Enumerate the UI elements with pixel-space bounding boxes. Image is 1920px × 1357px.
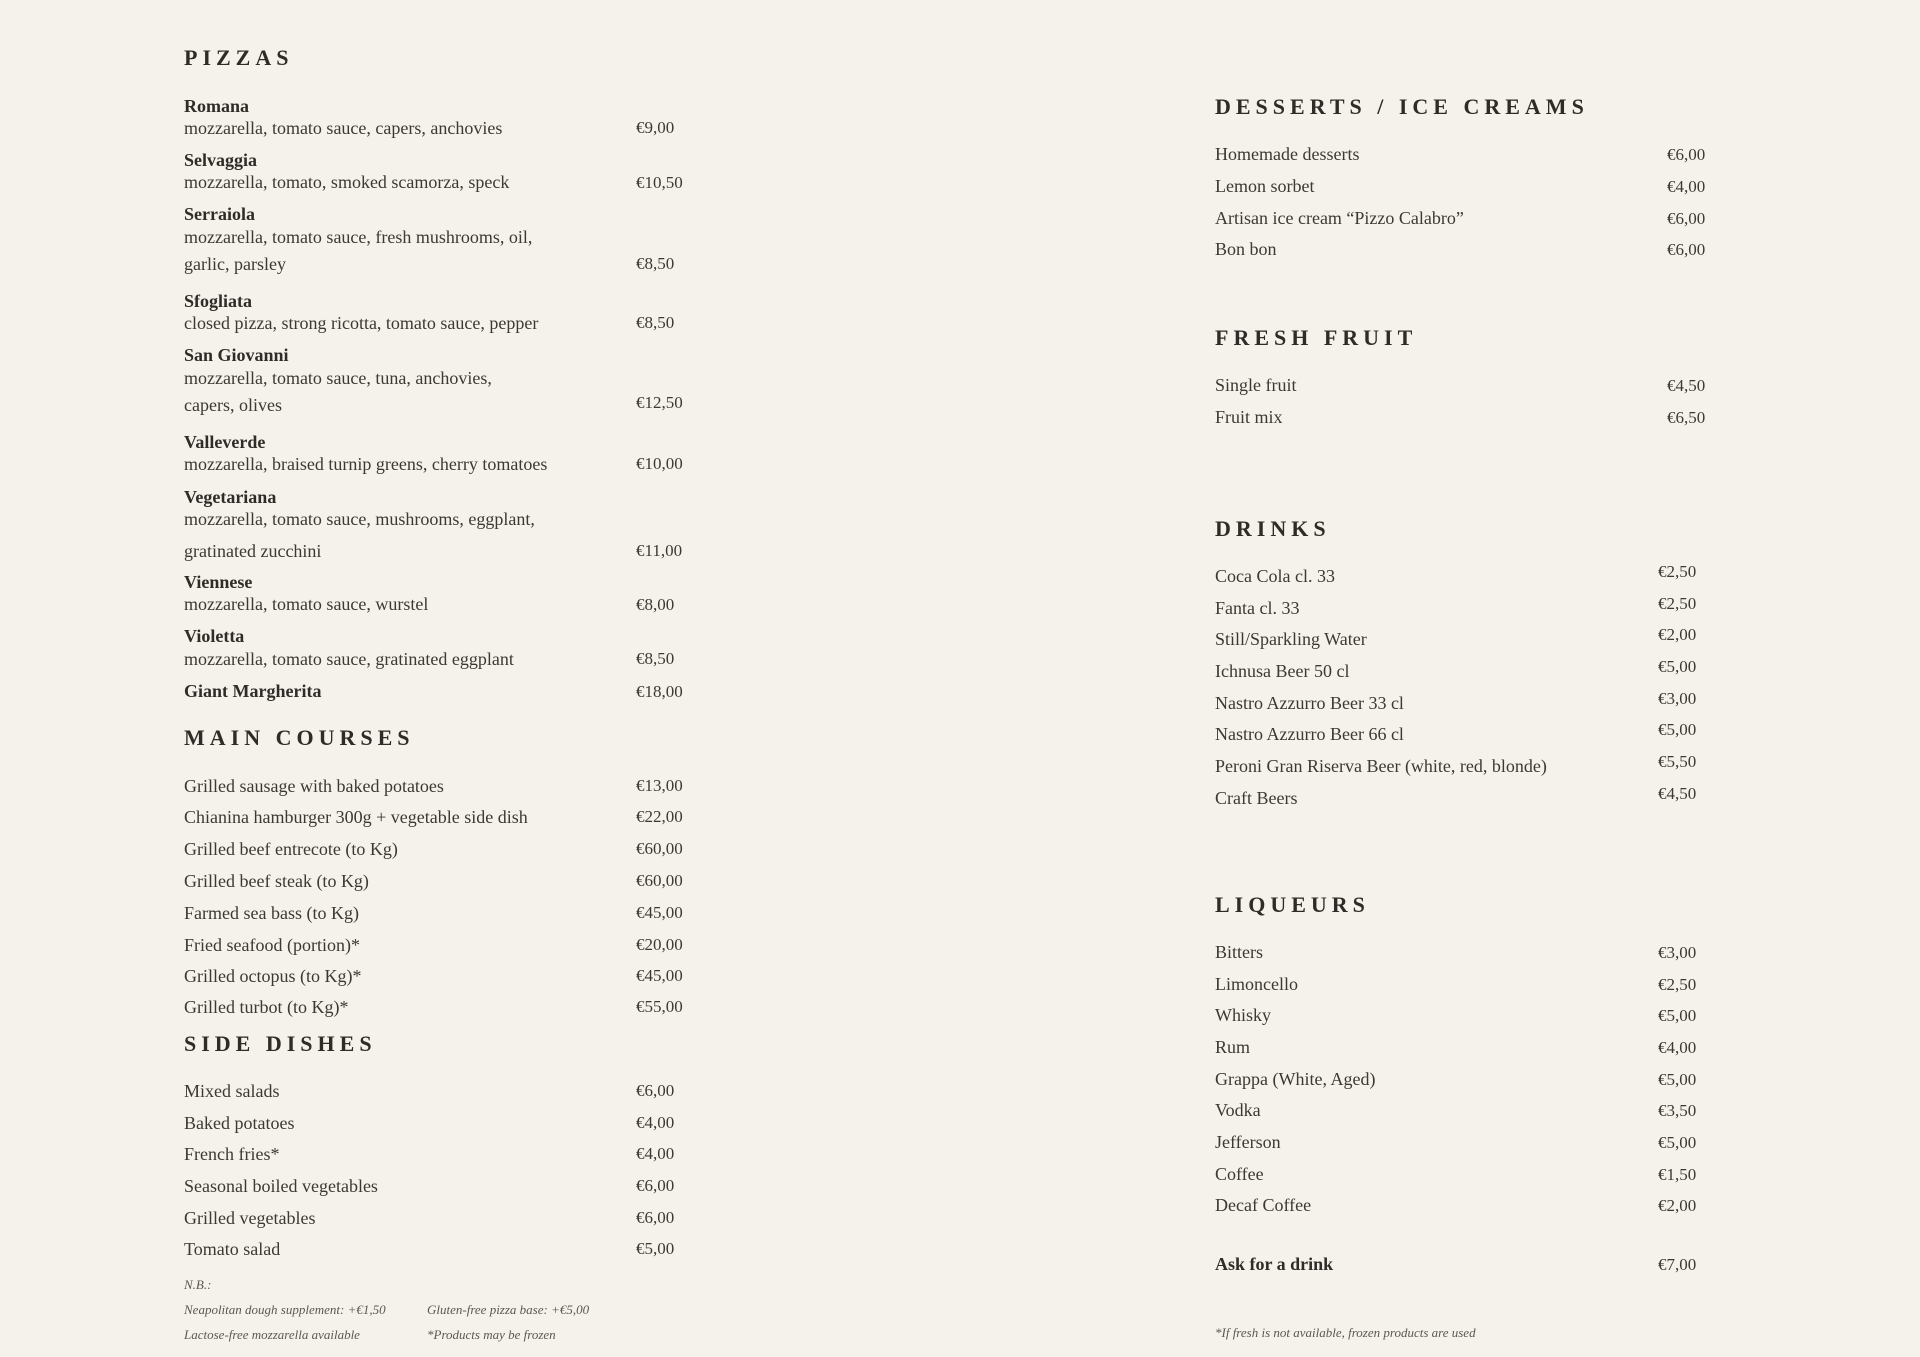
item-name: Decaf Coffee [1215, 1195, 1312, 1215]
side-dishes-heading: SIDE DISHES [184, 1031, 377, 1056]
pizza-price: €10,50 [636, 173, 683, 192]
item-price: €4,50 [1658, 784, 1697, 803]
item-name: Bitters [1215, 942, 1263, 962]
pizza-name: Romana [184, 96, 250, 116]
item-price: €1,50 [1658, 1165, 1697, 1184]
item-price: €4,00 [1667, 177, 1706, 196]
main-courses-heading: MAIN COURSES [184, 725, 415, 750]
pizza-name: Giant Margherita [184, 681, 322, 701]
fresh-fruit-heading: FRESH FRUIT [1215, 325, 1418, 350]
item-price: €4,00 [636, 1144, 675, 1163]
item-name: Mixed salads [184, 1081, 280, 1101]
pizza-description-line-2: gratinated zucchini [184, 541, 322, 561]
dough-note: Neapolitan dough supplement: +€1,50 [184, 1302, 386, 1317]
pizza-name: San Giovanni [184, 345, 289, 365]
gluten-free-note: Gluten-free pizza base: +€5,00 [427, 1302, 590, 1317]
item-price: €6,00 [1667, 145, 1706, 164]
pizza-description: mozzarella, tomato sauce, mushrooms, eggplant, [184, 509, 535, 529]
pizza-description: mozzarella, braised turnip greens, cherry tomatoes [184, 454, 548, 474]
pizza-price: €12,50 [636, 393, 683, 412]
pizza-description: closed pizza, strong ricotta, tomato sauce, pepper [184, 313, 539, 333]
item-price: €5,00 [1658, 657, 1697, 676]
pizza-name: Serraiola [184, 204, 255, 224]
drinks-heading: DRINKS [1215, 516, 1331, 541]
item-name: Grilled beef steak (to Kg) [184, 871, 369, 891]
item-name: Whisky [1215, 1005, 1271, 1025]
item-price: €5,00 [1658, 1070, 1697, 1089]
item-price: €60,00 [636, 871, 683, 890]
pizza-price: €8,50 [636, 254, 675, 273]
pizza-price: €18,00 [636, 682, 683, 701]
item-price: €5,00 [1658, 720, 1697, 739]
pizza-name: Sfogliata [184, 291, 253, 311]
item-price: €2,50 [1658, 975, 1697, 994]
frozen-note: *Products may be frozen [427, 1327, 556, 1342]
item-name: Grilled octopus (to Kg)* [184, 966, 362, 986]
pizza-description: mozzarella, tomato sauce, wurstel [184, 594, 429, 614]
item-price: €60,00 [636, 839, 683, 858]
item-price: €6,00 [1667, 240, 1706, 259]
item-name: Peroni Gran Riserva Beer (white, red, blonde) [1215, 756, 1547, 776]
frozen-footer-note: *If fresh is not available, frozen products are used [1215, 1325, 1476, 1340]
item-price: €4,00 [636, 1113, 675, 1132]
pizza-price: €10,00 [636, 454, 683, 473]
item-name: Coca Cola cl. 33 [1215, 566, 1335, 586]
item-name: Fried seafood (portion)* [184, 935, 360, 955]
item-name: Grilled beef entrecote (to Kg) [184, 839, 398, 859]
item-name: Seasonal boiled vegetables [184, 1176, 378, 1196]
item-name: Fanta cl. 33 [1215, 598, 1300, 618]
item-price: €3,00 [1658, 689, 1697, 708]
item-name: Ichnusa Beer 50 cl [1215, 661, 1350, 681]
item-price: €3,00 [1658, 943, 1697, 962]
ask-for-drink-price: €7,00 [1658, 1255, 1697, 1274]
item-price: €4,00 [1658, 1038, 1697, 1057]
pizza-name: Selvaggia [184, 150, 258, 170]
item-price: €45,00 [636, 903, 683, 922]
item-price: €5,50 [1658, 752, 1697, 771]
item-name: Farmed sea bass (to Kg) [184, 903, 359, 923]
pizza-price: €8,50 [636, 649, 675, 668]
item-price: €4,50 [1667, 376, 1706, 395]
item-name: Grappa (White, Aged) [1215, 1069, 1376, 1089]
item-name: Jefferson [1215, 1132, 1281, 1152]
item-price: €2,00 [1658, 625, 1697, 644]
item-name: Single fruit [1215, 375, 1297, 395]
item-name: Fruit mix [1215, 407, 1283, 427]
item-price: €5,00 [1658, 1133, 1697, 1152]
pizza-name: Vegetariana [184, 487, 277, 507]
pizza-name: Violetta [184, 626, 245, 646]
item-price: €22,00 [636, 807, 683, 826]
item-price: €6,00 [1667, 209, 1706, 228]
nb-label: N.B.: [184, 1277, 212, 1292]
item-name: Grilled sausage with baked potatoes [184, 776, 444, 796]
pizza-description: mozzarella, tomato, smoked scamorza, speck [184, 172, 510, 192]
item-name: Nastro Azzurro Beer 66 cl [1215, 724, 1404, 744]
pizza-description: mozzarella, tomato sauce, fresh mushrooms, oil, [184, 227, 533, 247]
item-name: Baked potatoes [184, 1113, 295, 1133]
item-name: Grilled turbot (to Kg)* [184, 997, 349, 1017]
pizza-description: mozzarella, tomato sauce, tuna, anchovies, [184, 368, 492, 388]
item-price: €5,00 [636, 1239, 675, 1258]
item-price: €5,00 [1658, 1006, 1697, 1025]
pizza-description-line-2: capers, olives [184, 395, 282, 415]
item-name: Chianina hamburger 300g + vegetable side dish [184, 807, 528, 827]
pizza-description: mozzarella, tomato sauce, gratinated eggplant [184, 649, 514, 669]
item-name: Craft Beers [1215, 788, 1298, 808]
pizza-description-line-2: garlic, parsley [184, 254, 286, 274]
pizzas-heading: PIZZAS [184, 45, 294, 70]
pizza-price: €8,50 [636, 313, 675, 332]
pizza-price: €9,00 [636, 118, 675, 137]
item-price: €6,50 [1667, 408, 1706, 427]
item-price: €6,00 [636, 1176, 675, 1195]
pizza-price: €8,00 [636, 595, 675, 614]
pizza-name: Valleverde [184, 432, 266, 452]
desserts-heading: DESSERTS / ICE CREAMS [1215, 94, 1589, 119]
pizza-description: mozzarella, tomato sauce, capers, anchovies [184, 118, 503, 138]
item-price: €6,00 [636, 1081, 675, 1100]
item-name: Tomato salad [184, 1239, 281, 1259]
item-name: Nastro Azzurro Beer 33 cl [1215, 693, 1404, 713]
item-price: €13,00 [636, 776, 683, 795]
item-name: Lemon sorbet [1215, 176, 1315, 196]
item-name: Bon bon [1215, 239, 1277, 259]
item-price: €2,50 [1658, 562, 1697, 581]
item-name: Homemade desserts [1215, 144, 1360, 164]
item-price: €20,00 [636, 935, 683, 954]
item-price: €6,00 [636, 1208, 675, 1227]
item-name: Grilled vegetables [184, 1208, 316, 1228]
item-name: Rum [1215, 1037, 1251, 1057]
item-name: Artisan ice cream “Pizzo Calabro” [1215, 208, 1464, 228]
liqueurs-heading: LIQUEURS [1215, 892, 1370, 917]
item-price: €2,50 [1658, 594, 1697, 613]
item-name: French fries* [184, 1144, 280, 1164]
ask-for-drink-label: Ask for a drink [1215, 1254, 1334, 1274]
item-name: Vodka [1215, 1100, 1261, 1120]
item-name: Limoncello [1215, 974, 1298, 994]
item-name: Coffee [1215, 1164, 1264, 1184]
pizza-price: €11,00 [636, 541, 683, 560]
item-price: €45,00 [636, 966, 683, 985]
item-price: €55,00 [636, 997, 683, 1016]
item-name: Still/Sparkling Water [1215, 629, 1367, 649]
item-price: €3,50 [1658, 1101, 1697, 1120]
item-price: €2,00 [1658, 1196, 1697, 1215]
lactose-free-note: Lactose-free mozzarella available [184, 1327, 360, 1342]
pizza-name: Viennese [184, 572, 253, 592]
